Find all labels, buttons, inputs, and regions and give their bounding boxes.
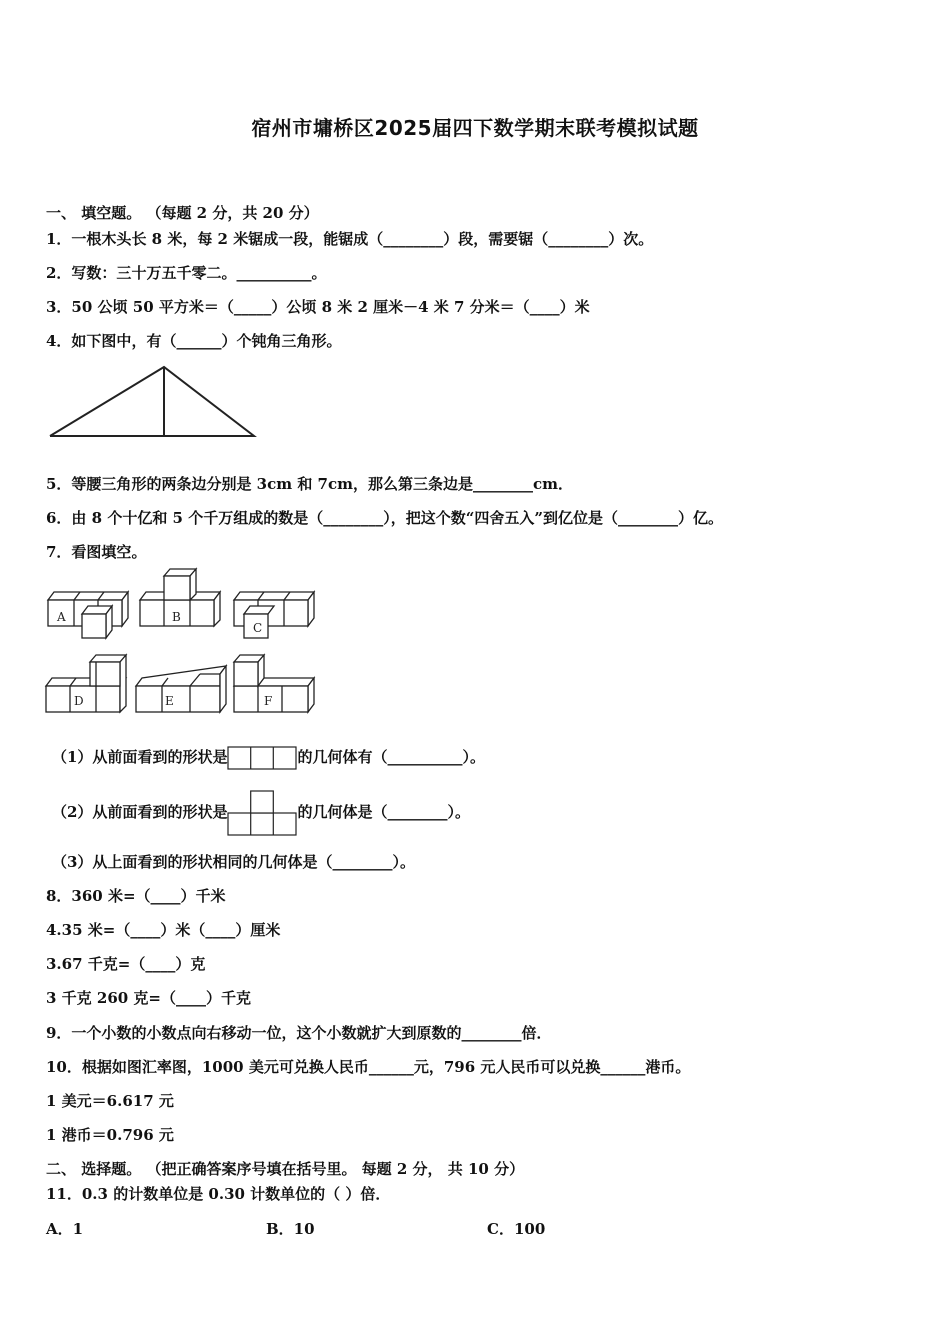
- solid-b: [140, 569, 220, 626]
- front-view-t-shape: [227, 790, 297, 836]
- section1-header: 一、 填空题。 （每题 2 分，共 20 分）: [46, 204, 319, 222]
- solid-label-f: F: [264, 694, 273, 708]
- question-7-1-suffix: 的几何体有（__________）。: [297, 748, 485, 766]
- question-1: 1．一根木头长 8 米，每 2 米锯成一段，能锯成（________）段，需要锯（________）次。: [46, 230, 654, 248]
- question-10: 10．根据如图汇率图，1000 美元可兑换人民币______元，796 元人民币可以兑换______港币。: [46, 1058, 691, 1076]
- question-7: 7．看图填空。: [46, 543, 147, 561]
- solid-e: [136, 666, 226, 712]
- solid-c: [234, 592, 314, 638]
- rate-hkd: 1 港币＝0.796 元: [46, 1126, 174, 1144]
- solid-f: [234, 655, 314, 712]
- solid-d: [46, 655, 126, 712]
- question-7-1: [52, 746, 485, 770]
- question-7-3: （3）从上面看到的形状相同的几何体是（________）。: [52, 853, 415, 871]
- page-title: 宿州市墉桥区2025届四下数学期末联考模拟试题: [251, 116, 699, 140]
- question-7-2-prefix: （2）从前面看到的形状是: [52, 803, 228, 821]
- rate-usd: 1 美元＝6.617 元: [46, 1092, 174, 1110]
- triangle-figure: [46, 362, 260, 442]
- solid-label-a: A: [57, 610, 66, 624]
- question-8c: 3.67 千克=（____）克: [46, 955, 206, 973]
- solids-row-1: [44, 566, 324, 644]
- question-6: 6．由 8 个十亿和 5 个千万组成的数是（________），把这个数“四舍五入”到亿位是（________）亿。: [46, 509, 723, 527]
- question-3: 3．50 公顷 50 平方米＝（_____）公顷 8 米 2 厘米－4 米 7 分米＝（____）米: [46, 298, 590, 316]
- front-view-three-squares: [227, 746, 297, 770]
- solid-label-b: B: [172, 610, 181, 624]
- option-c: C．100: [487, 1220, 546, 1238]
- question-11: 11．0.3 的计数单位是 0.30 计数单位的（ ）倍．: [46, 1185, 391, 1203]
- solid-label-d: D: [74, 694, 84, 708]
- solid-label-e: E: [165, 694, 174, 708]
- option-b: B．10: [266, 1220, 315, 1238]
- question-7-1-prefix: （1）从前面看到的形状是: [52, 748, 228, 766]
- option-a: A．1: [46, 1220, 84, 1238]
- section2-header: 二、 选择题。 （把正确答案序号填在括号里。 每题 2 分， 共 10 分）: [46, 1160, 525, 1178]
- question-4: 4．如下图中，有（______）个钝角三角形。: [46, 332, 342, 350]
- solid-label-c: C: [253, 621, 263, 635]
- question-8d: 3 千克 260 克=（____）千克: [46, 989, 251, 1007]
- question-7-2: [52, 790, 470, 836]
- question-8: 8．360 米=（____）千米: [46, 887, 226, 905]
- question-8b: 4.35 米=（____）米（____）厘米: [46, 921, 281, 939]
- question-7-2-suffix: 的几何体是（________）。: [297, 803, 470, 821]
- solid-a: [48, 592, 128, 638]
- question-5: 5．等腰三角形的两条边分别是 3cm 和 7cm，那么第三条边是________cm．: [46, 475, 573, 493]
- question-2: 2．写数：三十万五千零二。__________。: [46, 264, 327, 282]
- solids-row-2: [44, 652, 324, 716]
- question-9: 9．一个小数的小数点向右移动一位，这个小数就扩大到原数的________倍．: [46, 1024, 552, 1042]
